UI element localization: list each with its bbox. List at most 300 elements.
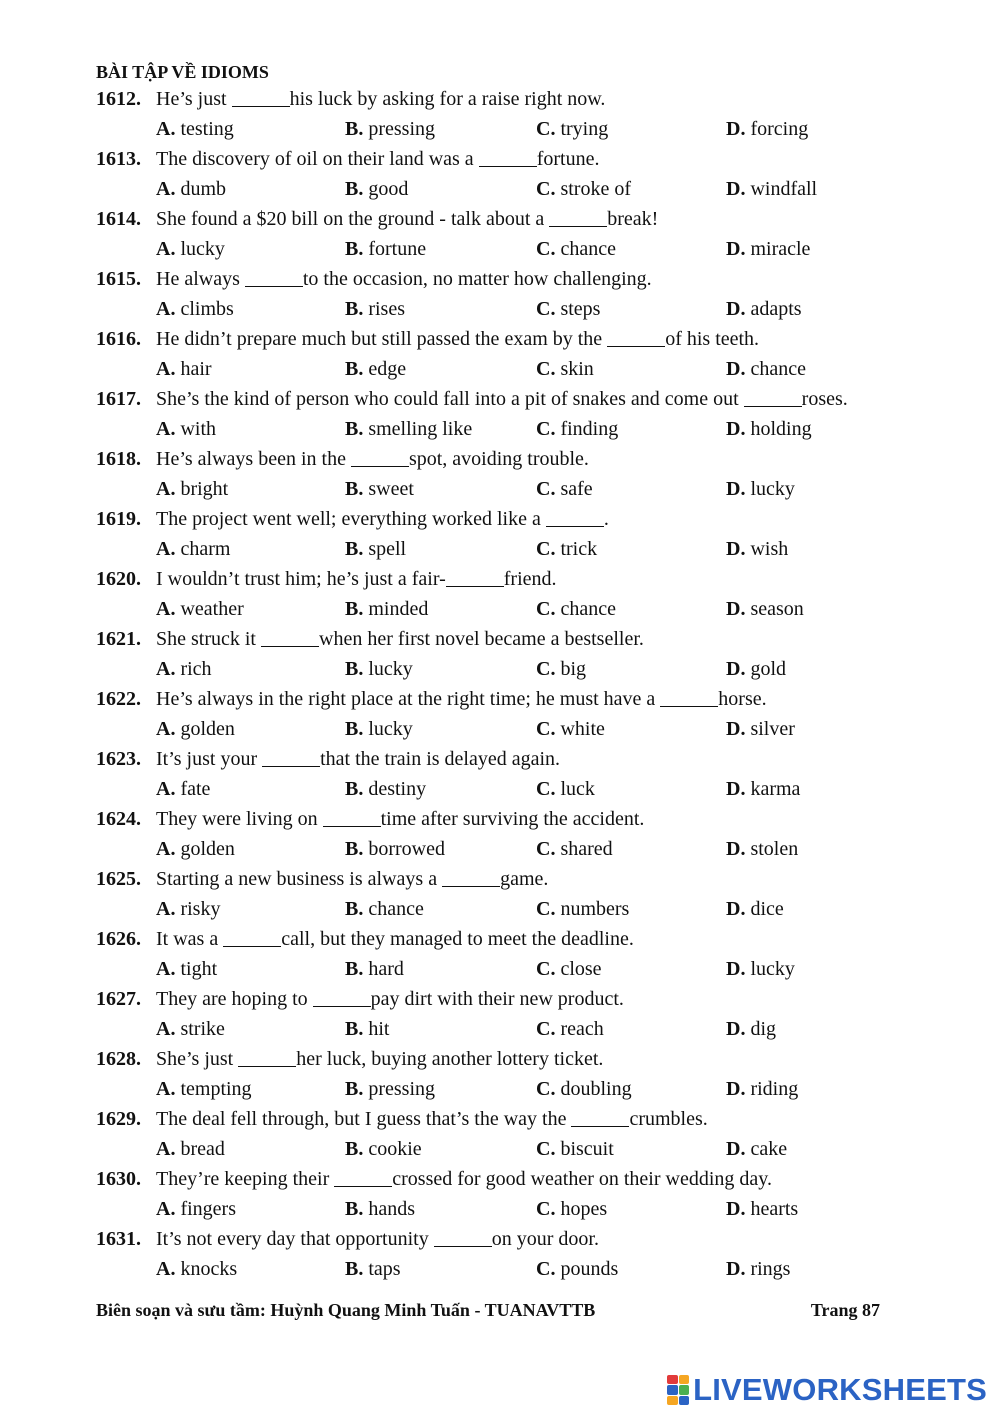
option-a[interactable] [156, 654, 212, 684]
question-stem [96, 564, 976, 594]
question-stem [96, 924, 976, 954]
question-number: 1619. [96, 508, 141, 530]
question-stem [96, 804, 976, 834]
option-text: cookie [368, 1138, 422, 1160]
option-a[interactable] [156, 594, 244, 624]
question-text-before: Starting a new business is always a [156, 868, 443, 890]
question-item [96, 444, 976, 504]
option-d[interactable] [726, 834, 798, 864]
option-c[interactable] [536, 414, 618, 444]
option-text: chance [368, 898, 424, 920]
option-d[interactable] [726, 114, 808, 144]
option-text: fortune [368, 238, 427, 260]
answer-blank[interactable] [232, 88, 290, 107]
option-d[interactable] [726, 354, 806, 384]
option-text: strike [180, 1018, 225, 1040]
option-letter: A. [156, 178, 176, 200]
option-text: miracle [750, 238, 811, 260]
option-b[interactable] [345, 414, 472, 444]
answer-blank[interactable] [245, 268, 303, 287]
option-text: windfall [750, 178, 818, 200]
answer-blank[interactable] [479, 148, 537, 167]
answer-blank[interactable] [446, 568, 504, 587]
question-item [96, 624, 976, 684]
answer-options [96, 354, 976, 384]
question-text-before: The discovery of oil on their land was a [156, 148, 479, 170]
question-number: 1622. [96, 688, 141, 710]
option-c[interactable] [536, 954, 602, 984]
question-text-before: He’s always been in the [156, 448, 351, 470]
option-letter: B. [345, 298, 364, 320]
question-text-after: her luck, buying another lottery ticket. [296, 1048, 604, 1070]
question-item [96, 1164, 976, 1224]
question-number: 1628. [96, 1048, 141, 1070]
answer-options [96, 534, 976, 564]
question-text-before: She’s the kind of person who could fall into a pit of snakes and come out [156, 388, 744, 410]
option-c[interactable] [536, 714, 605, 744]
question-number: 1616. [96, 328, 141, 350]
question-text-after: break! [607, 208, 659, 230]
question-number: 1624. [96, 808, 141, 830]
option-letter: B. [345, 1198, 364, 1220]
question-stem [96, 444, 976, 474]
option-letter: B. [345, 1258, 364, 1280]
option-c[interactable] [536, 1074, 632, 1104]
option-letter: B. [345, 238, 364, 260]
option-text: sweet [368, 478, 414, 500]
question-number: 1620. [96, 568, 141, 590]
option-d[interactable] [726, 774, 800, 804]
option-text: fate [180, 778, 211, 800]
option-text: golden [180, 838, 235, 860]
question-stem [96, 264, 976, 294]
footer-page-number: Trang 87 [810, 1300, 880, 1320]
question-text-before: She found a $20 bill on the ground - talk about a [156, 208, 550, 230]
option-text: tight [180, 958, 218, 980]
option-text: borrowed [368, 838, 445, 860]
question-text-before: They are hoping to [156, 988, 313, 1010]
option-text: knocks [180, 1258, 238, 1280]
answer-blank[interactable] [351, 448, 409, 467]
option-text: stolen [750, 838, 799, 860]
question-text-before: They’re keeping their [156, 1168, 335, 1190]
option-letter: D. [726, 178, 746, 200]
question-text-after: roses. [801, 388, 848, 410]
option-c[interactable] [536, 234, 616, 264]
option-letter: C. [536, 838, 556, 860]
question-number: 1629. [96, 1108, 141, 1130]
question-number: 1615. [96, 268, 141, 290]
question-text-after: game. [500, 868, 549, 890]
question-number: 1631. [96, 1228, 141, 1250]
question-stem [96, 1104, 976, 1134]
option-b[interactable] [345, 234, 426, 264]
option-d[interactable] [726, 954, 795, 984]
option-letter: A. [156, 1078, 176, 1100]
question-number: 1617. [96, 388, 141, 410]
answer-blank[interactable] [546, 508, 604, 527]
option-c[interactable] [536, 654, 586, 684]
option-text: big [560, 658, 587, 680]
option-letter: B. [345, 1018, 364, 1040]
option-text: lucky [180, 238, 225, 260]
option-text: stroke of [560, 178, 631, 200]
option-a[interactable] [156, 774, 210, 804]
option-text: fingers [180, 1198, 236, 1220]
question-stem [96, 384, 976, 414]
option-text: chance [750, 358, 806, 380]
option-c[interactable] [536, 1254, 618, 1284]
question-text-after: his luck by asking for a raise right now. [289, 88, 606, 110]
option-text: dig [750, 1018, 777, 1040]
option-a[interactable] [156, 834, 235, 864]
question-stem [96, 204, 976, 234]
question-item [96, 924, 976, 984]
question-number: 1627. [96, 988, 141, 1010]
question-text-after: when her first novel became a bestseller. [319, 628, 644, 650]
option-letter: D. [726, 898, 746, 920]
option-letter: C. [536, 298, 556, 320]
option-b[interactable] [345, 1254, 401, 1284]
option-letter: A. [156, 538, 176, 560]
option-letter: C. [536, 118, 556, 140]
option-text: hard [368, 958, 404, 980]
answer-blank[interactable] [261, 628, 319, 647]
option-text: wish [750, 538, 789, 560]
option-a[interactable] [156, 1134, 225, 1164]
option-letter: A. [156, 598, 176, 620]
option-b[interactable] [345, 1134, 422, 1164]
answer-blank[interactable] [223, 928, 281, 947]
answer-blank[interactable] [313, 988, 371, 1007]
answer-blank[interactable] [607, 328, 665, 347]
option-a[interactable] [156, 714, 235, 744]
option-c[interactable] [536, 594, 616, 624]
option-b[interactable] [345, 594, 428, 624]
option-text: hair [180, 358, 212, 380]
option-letter: B. [345, 598, 364, 620]
option-a[interactable] [156, 894, 220, 924]
option-a[interactable] [156, 1074, 252, 1104]
option-a[interactable] [156, 1254, 237, 1284]
option-letter: A. [156, 958, 176, 980]
answer-options [96, 1074, 976, 1104]
question-stem [96, 684, 976, 714]
option-text: trying [560, 118, 609, 140]
option-b[interactable] [345, 834, 445, 864]
option-d[interactable] [726, 1014, 776, 1044]
option-c[interactable] [536, 834, 613, 864]
option-letter: B. [345, 478, 364, 500]
option-letter: C. [536, 1078, 556, 1100]
option-text: reach [560, 1018, 604, 1040]
answer-options [96, 294, 976, 324]
option-b[interactable] [345, 534, 406, 564]
option-d[interactable] [726, 414, 812, 444]
option-text: bright [180, 478, 229, 500]
option-letter: C. [536, 778, 556, 800]
option-c[interactable] [536, 114, 608, 144]
option-d[interactable] [726, 594, 804, 624]
option-letter: B. [345, 358, 364, 380]
option-text: holding [750, 418, 812, 440]
option-c[interactable] [536, 174, 631, 204]
question-stem [96, 864, 976, 894]
option-d[interactable] [726, 894, 784, 924]
answer-options [96, 654, 976, 684]
option-d[interactable] [726, 174, 817, 204]
option-text: destiny [368, 778, 427, 800]
question-text-before: She struck it [156, 628, 261, 650]
option-letter: A. [156, 418, 176, 440]
option-a[interactable] [156, 354, 212, 384]
question-item [96, 864, 976, 924]
option-text: riding [750, 1078, 799, 1100]
question-item [96, 1104, 976, 1164]
answer-blank[interactable] [571, 1108, 629, 1127]
option-text: karma [750, 778, 801, 800]
answer-options [96, 174, 976, 204]
option-c[interactable] [536, 534, 597, 564]
option-text: steps [560, 298, 601, 320]
option-text: skin [560, 358, 594, 380]
option-a[interactable] [156, 474, 228, 504]
answer-options [96, 714, 976, 744]
option-text: lucky [750, 478, 795, 500]
option-d[interactable] [726, 1254, 790, 1284]
option-d[interactable] [726, 294, 802, 324]
option-text: pressing [368, 118, 436, 140]
option-letter: B. [345, 718, 364, 740]
option-letter: C. [536, 1198, 556, 1220]
option-b[interactable] [345, 714, 413, 744]
option-text: bread [180, 1138, 225, 1160]
question-text-after: friend. [503, 568, 557, 590]
option-letter: C. [536, 178, 556, 200]
option-c[interactable] [536, 294, 600, 324]
option-text: finding [560, 418, 619, 440]
question-text-after: of his teeth. [665, 328, 760, 350]
question-text-after: on your door. [491, 1228, 599, 1250]
question-text-before: The project went well; everything worked like a [156, 508, 546, 530]
question-item [96, 324, 976, 384]
option-letter: A. [156, 898, 176, 920]
option-d[interactable] [726, 714, 795, 744]
option-letter: B. [345, 178, 364, 200]
question-number: 1630. [96, 1168, 141, 1190]
option-letter: D. [726, 358, 746, 380]
liveworksheets-logo-icon [667, 1375, 689, 1405]
option-letter: B. [345, 118, 364, 140]
question-text-after: to the occasion, no matter how challenging. [302, 268, 652, 290]
option-a[interactable] [156, 1194, 236, 1224]
answer-options [96, 1194, 976, 1224]
option-text: lucky [750, 958, 795, 980]
option-letter: D. [726, 478, 746, 500]
option-letter: A. [156, 238, 176, 260]
option-letter: D. [726, 238, 746, 260]
option-c[interactable] [536, 894, 629, 924]
option-letter: C. [536, 718, 556, 740]
option-c[interactable] [536, 474, 593, 504]
option-text: chance [560, 598, 616, 620]
option-c[interactable] [536, 1134, 614, 1164]
option-letter: C. [536, 418, 556, 440]
option-text: white [560, 718, 605, 740]
option-letter: C. [536, 598, 556, 620]
option-letter: A. [156, 1018, 176, 1040]
question-text-after: horse. [718, 688, 767, 710]
answer-options [96, 894, 976, 924]
option-d[interactable] [726, 534, 788, 564]
option-b[interactable] [345, 174, 408, 204]
question-text-after: pay dirt with their new product. [370, 988, 624, 1010]
option-letter: D. [726, 1258, 746, 1280]
option-a[interactable] [156, 1014, 225, 1044]
question-number: 1612. [96, 88, 141, 110]
answer-options [96, 474, 976, 504]
option-a[interactable] [156, 414, 216, 444]
option-a[interactable] [156, 294, 234, 324]
question-item [96, 384, 976, 444]
answer-blank[interactable] [323, 808, 381, 827]
option-text: golden [180, 718, 235, 740]
page-title: BÀI TẬP VỀ IDIOMS [96, 62, 269, 82]
option-text: smelling like [368, 418, 473, 440]
option-b[interactable] [345, 1014, 389, 1044]
option-text: pressing [368, 1078, 436, 1100]
option-letter: B. [345, 838, 364, 860]
option-b[interactable] [345, 354, 406, 384]
answer-blank[interactable] [434, 1228, 492, 1247]
option-letter: D. [726, 1138, 746, 1160]
answer-blank[interactable] [744, 388, 802, 407]
option-letter: A. [156, 718, 176, 740]
question-text-after: crumbles. [629, 1108, 708, 1130]
option-text: edge [368, 358, 407, 380]
option-d[interactable] [726, 474, 795, 504]
option-text: good [368, 178, 409, 200]
question-text-after: time after surviving the accident. [380, 808, 645, 830]
option-d[interactable] [726, 1134, 787, 1164]
option-text: weather [180, 598, 244, 620]
answer-blank[interactable] [262, 748, 320, 767]
option-c[interactable] [536, 1194, 607, 1224]
option-text: rich [180, 658, 212, 680]
question-text-before: It’s not every day that opportunity [156, 1228, 434, 1250]
option-b[interactable] [345, 954, 404, 984]
option-letter: C. [536, 238, 556, 260]
question-item [96, 684, 976, 744]
question-item [96, 204, 976, 264]
option-b[interactable] [345, 1194, 415, 1224]
question-number: 1618. [96, 448, 141, 470]
question-item [96, 744, 976, 804]
option-d[interactable] [726, 1194, 798, 1224]
option-text: gold [750, 658, 787, 680]
question-stem [96, 1044, 976, 1074]
option-b[interactable] [345, 894, 424, 924]
question-item [96, 984, 976, 1044]
answer-blank[interactable] [238, 1048, 296, 1067]
option-b[interactable] [345, 774, 426, 804]
option-letter: C. [536, 1018, 556, 1040]
option-letter: D. [726, 658, 746, 680]
option-text: season [750, 598, 804, 620]
option-text: lucky [368, 718, 413, 740]
question-stem [96, 984, 976, 1014]
liveworksheets-wordmark: LIVEWORKSHEETS [693, 1372, 987, 1407]
option-text: lucky [368, 658, 413, 680]
option-letter: C. [536, 1258, 556, 1280]
option-c[interactable] [536, 354, 594, 384]
option-letter: D. [726, 778, 746, 800]
answer-blank[interactable] [660, 688, 718, 707]
option-letter: A. [156, 1138, 176, 1160]
option-letter: A. [156, 118, 176, 140]
option-text: rises [368, 298, 406, 320]
option-a[interactable] [156, 114, 234, 144]
option-b[interactable] [345, 1074, 435, 1104]
option-b[interactable] [345, 114, 435, 144]
option-a[interactable] [156, 174, 226, 204]
option-letter: C. [536, 358, 556, 380]
option-letter: C. [536, 898, 556, 920]
option-letter: D. [726, 298, 746, 320]
option-letter: C. [536, 1138, 556, 1160]
option-letter: B. [345, 1078, 364, 1100]
option-d[interactable] [726, 1074, 798, 1104]
question-item [96, 504, 976, 564]
option-a[interactable] [156, 534, 230, 564]
option-text: hopes [560, 1198, 608, 1220]
option-b[interactable] [345, 654, 413, 684]
option-letter: C. [536, 958, 556, 980]
option-d[interactable] [726, 654, 786, 684]
liveworksheets-brand[interactable] [667, 1372, 987, 1408]
question-text-after: spot, avoiding trouble. [408, 448, 589, 470]
option-letter: D. [726, 718, 746, 740]
option-d[interactable] [726, 234, 810, 264]
option-a[interactable] [156, 954, 217, 984]
option-text: shared [560, 838, 613, 860]
option-c[interactable] [536, 774, 595, 804]
question-stem [96, 624, 976, 654]
answer-options [96, 1134, 976, 1164]
option-letter: B. [345, 418, 364, 440]
answer-blank[interactable] [334, 1168, 392, 1187]
option-b[interactable] [345, 294, 405, 324]
option-letter: D. [726, 118, 746, 140]
option-letter: D. [726, 1018, 746, 1040]
answer-blank[interactable] [442, 868, 500, 887]
option-b[interactable] [345, 474, 414, 504]
question-stem [96, 1164, 976, 1194]
option-a[interactable] [156, 234, 225, 264]
option-c[interactable] [536, 1014, 604, 1044]
option-letter: B. [345, 778, 364, 800]
question-text-before: It’s just your [156, 748, 263, 770]
answer-blank[interactable] [549, 208, 607, 227]
answer-options [96, 834, 976, 864]
question-text-before: He’s always in the right place at the right time; he must have a [156, 688, 661, 710]
question-number: 1614. [96, 208, 141, 230]
option-text: forcing [750, 118, 809, 140]
option-letter: D. [726, 958, 746, 980]
question-text-after: . [603, 508, 609, 530]
option-letter: D. [726, 538, 746, 560]
question-text-before: They were living on [156, 808, 323, 830]
